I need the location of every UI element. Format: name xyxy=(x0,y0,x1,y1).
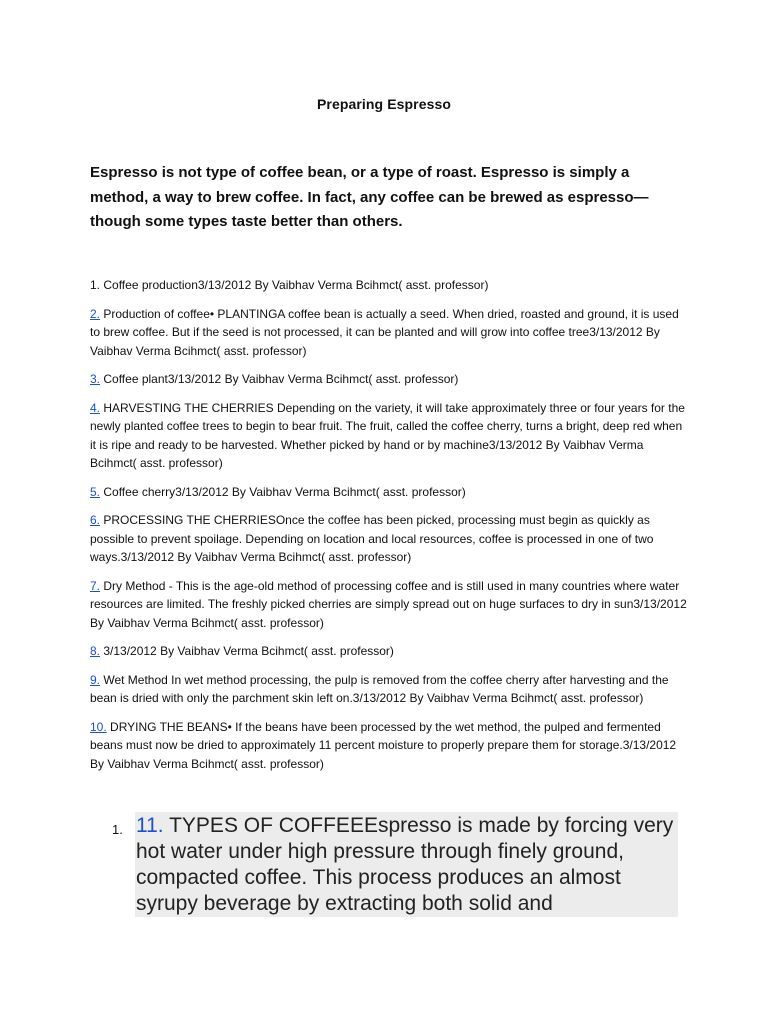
item-text: TYPES OF COFFEEEspresso is made by forcing very hot water under high pressure through finely ground, compacted coffee. This process produces an almost syrupy beverage by extracting both solid and xyxy=(136,814,674,915)
highlighted-text xyxy=(136,813,676,917)
list-item xyxy=(90,718,690,774)
item-number: 1. xyxy=(90,278,101,292)
list-marker: 1. xyxy=(112,822,123,837)
page-title: Preparing Espresso xyxy=(316,96,452,112)
slide-text-list xyxy=(90,276,690,783)
list-item xyxy=(90,671,690,708)
item-text: Coffee plant3/13/2012 By Vaibhav Verma Bcihmct( asst. professor) xyxy=(100,372,459,386)
list-item xyxy=(90,305,690,361)
list-item xyxy=(90,642,690,661)
item-number-link[interactable]: 9. xyxy=(90,672,101,687)
item-number-link[interactable]: 10. xyxy=(90,719,107,734)
item-text: Coffee production3/13/2012 By Vaibhav Verma Bcihmct( asst. professor) xyxy=(100,278,489,292)
list-item xyxy=(90,276,690,295)
item-text: Dry Method - This is the age-old method of processing coffee and is still used in many countries where water resources are limited. The freshly picked cherries are simply spread out on huge surfaces to dry in sun3/13/2012 By Vaibhav Verma Bcihmct( asst. professor) xyxy=(90,578,687,630)
item-number-link[interactable]: 3. xyxy=(90,372,101,386)
list-item xyxy=(90,399,690,473)
list-item xyxy=(90,483,690,502)
item-text: Wet Method In wet method processing, the pulp is removed from the coffee cherry after harvesting and the bean is dried with only the parchment skin left on.3/13/2012 By Vaibhav Verma Bcihmct( asst. professor) xyxy=(90,672,669,705)
highlighted-list-item xyxy=(90,812,678,917)
item-text: PROCESSING THE CHERRIESOnce the coffee has been picked, processing must begin as quickly as possible to prevent spoilage. Depending on location and local resources, coffee is processed in one of two ways.3/13/2012 By Vaibhav Verma Bcihmct( asst. professor) xyxy=(90,513,654,564)
item-number-link[interactable]: 4. xyxy=(90,400,101,415)
list-item xyxy=(90,577,690,633)
list-item xyxy=(90,370,690,389)
item-number-link[interactable]: 5. xyxy=(90,484,101,499)
item-text: HARVESTING THE CHERRIES Depending on the variety, it will take approximately three or four years for the newly planted coffee trees to begin to bear fruit. The fruit, called the coffee cherry, turns a bright, deep red when it is ripe and ready to be harvested. Whether picked by hand or by machine3/13/2012 By Vaibhav Verma Bcihmct( asst. professor) xyxy=(90,400,685,470)
item-number-link[interactable]: 7. xyxy=(90,578,101,593)
item-number-link[interactable]: 11. xyxy=(136,814,164,837)
item-text: Coffee cherry3/13/2012 By Vaibhav Verma Bcihmct( asst. professor) xyxy=(100,484,466,499)
item-number-link[interactable]: 2. xyxy=(90,306,101,321)
list-item xyxy=(90,511,690,567)
item-text: 3/13/2012 By Vaibhav Verma Bcihmct( asst. professor) xyxy=(100,644,394,658)
item-text: Production of coffee• PLANTINGA coffee bean is actually a seed. When dried, roasted and ground, it is used to brew coffee. But if the seed is not processed, it can be planted and will grow into coffee tree3/13/2012 By Vaibhav Verma Bcihmct( asst. professor) xyxy=(90,306,679,358)
item-number-link[interactable]: 6. xyxy=(90,513,101,527)
item-text: DRYING THE BEANS• If the beans have been processed by the wet method, the pulped and fermented beans must now be dried to approximately 11 percent moisture to properly prepare them for storage.3/13/2012 By Vaibhav Verma Bcihmct( asst. professor) xyxy=(90,719,677,771)
item-number-link[interactable]: 8. xyxy=(90,644,101,658)
intro-paragraph: Espresso is not type of coffee bean, or a type of roast. Espresso is simply a method, a way to brew coffee. In fact, any coffee can be brewed as espresso—though some types taste better than others. xyxy=(90,164,649,230)
